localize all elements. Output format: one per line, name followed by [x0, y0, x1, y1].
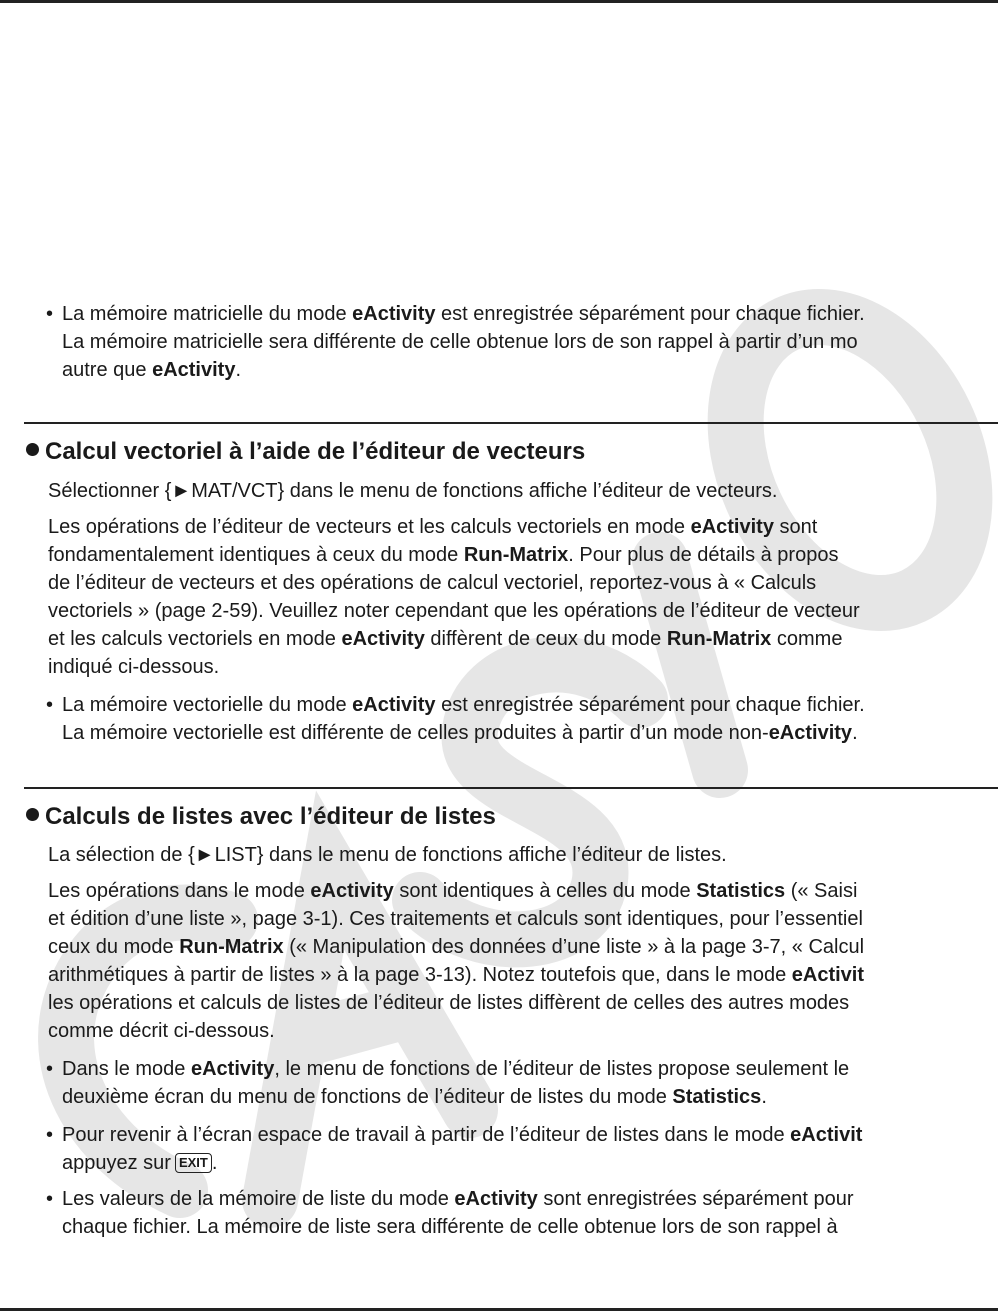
section1-rule	[24, 422, 998, 424]
section2-p2-line3: ceux du mode Run-Matrix (« Manipulation des données d’une liste » à la page 3-7, « Calcul	[48, 936, 865, 958]
section2-bullet3-line1: • Les valeurs de la mémoire de liste du mode eActivity sont enregistrées séparément pour	[46, 1185, 854, 1213]
section0-bullet1-line2: La mémoire matricielle sera différente de celle obtenue lors de son rappel à partir d’un mo	[62, 331, 858, 353]
section1-p2-line2: fondamentalement identiques à ceux du mode Run-Matrix. Pour plus de détails à propos	[48, 544, 839, 566]
bullet-icon: •	[46, 694, 54, 716]
section2-bullet3-line2: chaque fichier. La mémoire de liste sera différente de celle obtenue lors de son rappel à	[62, 1216, 838, 1238]
section0-bullet1-line3: autre que eActivity.	[62, 359, 242, 381]
section2-p2-line1: Les opérations dans le mode eActivity sont identiques à celles du mode Statistics (« Saisi	[48, 880, 858, 902]
section2-p2-line5: les opérations et calculs de listes de l’éditeur de listes diffèrent de celles des autres modes	[48, 992, 850, 1014]
section1-p1: Sélectionner {►MAT/VCT} dans le menu de fonctions affiche l’éditeur de vecteurs.	[48, 480, 778, 502]
bullet-icon: •	[46, 1188, 54, 1210]
bullet-icon: •	[46, 1058, 54, 1080]
section2-p2-line6: comme décrit ci-dessous.	[48, 1020, 275, 1042]
exit-key-icon: EXIT	[175, 1153, 212, 1173]
section2-bullet2-line1: • Pour revenir à l’écran espace de travail à partir de l’éditeur de listes dans le mode eActivit	[46, 1121, 862, 1149]
section1-bullet1-line1: • La mémoire vectorielle du mode eActivity est enregistrée séparément pour chaque fichier.	[46, 691, 865, 719]
section1-p2-line5: et les calculs vectoriels en mode eActivity diffèrent de ceux du mode Run-Matrix comme	[48, 628, 843, 650]
section0-bullet1-line1: • La mémoire matricielle du mode eActivity est enregistrée séparément pour chaque fichier.	[46, 300, 865, 328]
bullet-icon: •	[46, 1124, 54, 1146]
section2-bullet1-line1: • Dans le mode eActivity, le menu de fonctions de l’éditeur de listes propose seulement le	[46, 1055, 849, 1083]
section2-bullet2-line2: appuyez sur EXIT .	[62, 1152, 218, 1174]
bottom-rule	[0, 1308, 998, 1311]
section1-p2-line3: de l’éditeur de vecteurs et des opérations de calcul vectoriel, reportez-vous à « Calculs	[48, 572, 817, 594]
section1-p2-line4: vectoriels » (page 2-59). Veuillez noter cependant que les opérations de l’éditeur de vecteur	[48, 600, 860, 622]
section1-title: Calcul vectoriel à l’aide de l’éditeur de vecteurs	[26, 437, 585, 467]
section2-p2-line2: et édition d’une liste », page 3-1). Ces traitements et calculs sont identiques, pour l’essentiel	[48, 908, 863, 930]
section2-p1: La sélection de {►LIST} dans le menu de fonctions affiche l’éditeur de listes.	[48, 844, 727, 866]
bullet-icon: •	[46, 303, 54, 325]
section2-p2-line4: arithmétiques à partir de listes » à la page 3-13). Notez toutefois que, dans le mode eActivit	[48, 964, 865, 986]
top-rule	[0, 0, 998, 3]
section1-p2-line1: Les opérations de l’éditeur de vecteurs et les calculs vectoriels en mode eActivity sont	[48, 516, 818, 538]
section2-rule	[24, 787, 998, 789]
section1-p2-line6: indiqué ci-dessous.	[48, 656, 220, 678]
heading-bullet-icon	[26, 443, 39, 456]
heading-bullet-icon	[26, 808, 39, 821]
section2-bullet1-line2: deuxième écran du menu de fonctions de l’éditeur de listes du mode Statistics.	[62, 1086, 767, 1108]
section2-title: Calculs de listes avec l’éditeur de listes	[26, 802, 496, 832]
section1-bullet1-line2: La mémoire vectorielle est différente de celles produites à partir d’un mode non-eActivity.	[62, 722, 858, 744]
